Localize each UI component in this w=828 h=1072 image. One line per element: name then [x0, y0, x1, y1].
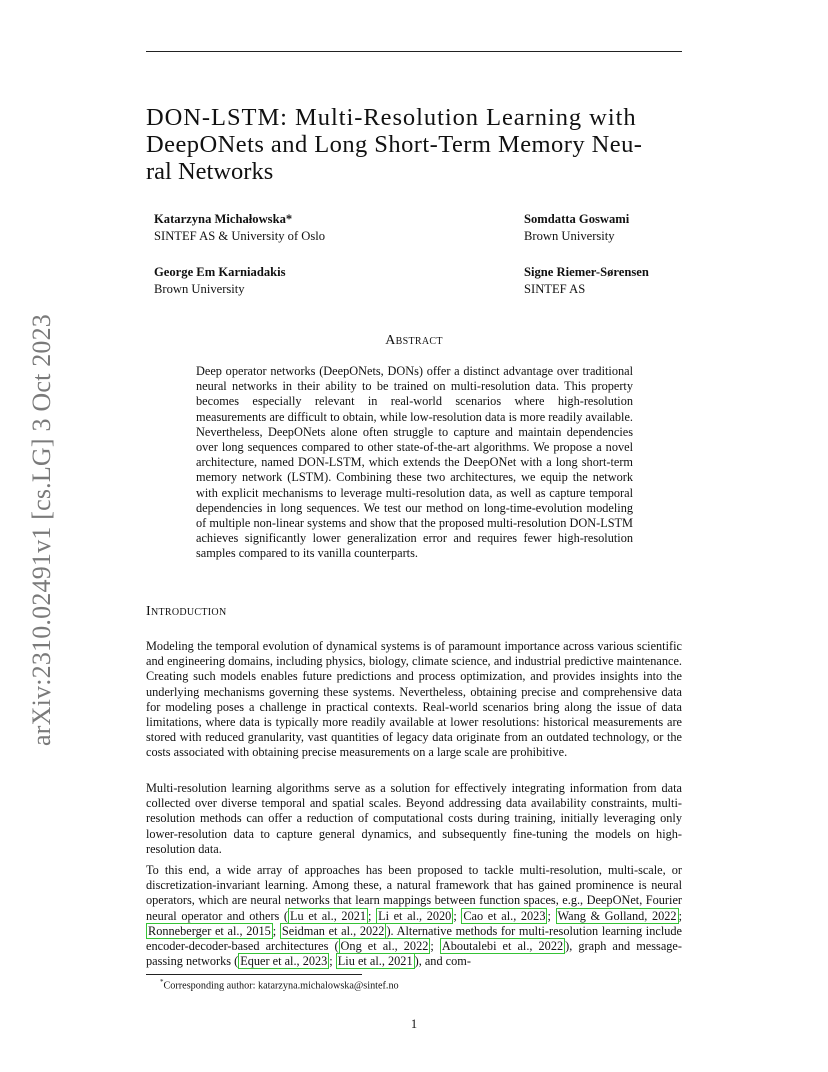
intro-paragraph-1: Modeling the temporal evolution of dynamical systems is of paramount importance across various scientific and engineering domains, including physics, biology, climate science, and industrial predictive maintenance. Creating such models enables future predictions and process optimization, and provides insights into the underlying mechanisms governing these systems. Nevertheless, obtaining precise and comprehensive data for modeling poses a challenge in practical contexts. Real-world scenarios bring along the issue of data limitations, where data is typically more readily available at lower resolutions: historical measurements are stored with reduced granularity, vast quantities of legacy data originate from an outdated technology, or the costs associated with obtaining precise measurements on a large scale are prohibitive.: [146, 639, 682, 760]
author-affiliation: SINTEF AS & University of Oslo: [154, 229, 326, 243]
paragraph-text: ), and com-: [414, 954, 471, 969]
arxiv-identifier[interactable]: arXiv:2310.02491v1 [cs.LG] 3 Oct 2023: [27, 314, 56, 746]
citation-separator: ;: [272, 923, 280, 938]
citation-link[interactable]: Equer et al., 2023: [240, 954, 328, 969]
abstract-text: Deep operator networks (DeepONets, DONs) offer a distinct advantage over traditional neural networks in their ability to be trained on multi-resolution data. This property becomes especially relevant in real-world scenarios where high-resolution measurements are difficult to obtain, while low-resolution data is more readily available. Nevertheless, DeepONets alone often struggle to capture and maintain dependencies over long sequences compared to other state-of-the-art algorithms. We propose a novel architecture, named DON-LSTM, which extends the DeepONet with a long short-term memory network (LSTM). Combining these two architectures, we equip the network with explicit mechanisms to leverage multi-resolution data, as well as capture temporal dependencies in long sequences. We test our method on long-time-evolution modeling of multiple non-linear systems and show that the proposed multi-resolution DON-LSTM achieves significantly lower generalization error and requires fewer high-resolution samples compared to its vanilla counterparts.: [196, 364, 633, 561]
citation-link[interactable]: Cao et al., 2023: [463, 908, 546, 923]
author-name: Somdatta Goswami: [524, 212, 630, 226]
paragraph-text: ). Alternative methods for multi-resolution learning include encoder-decoder-based architectures (: [146, 923, 683, 954]
citation-separator: ;: [430, 939, 440, 954]
title-line: DON-LSTM: Multi-Resolution Learning with: [146, 104, 637, 131]
citation-separator: ;: [678, 908, 682, 923]
abstract-heading: Abstract: [385, 333, 443, 348]
intro-paragraph-2: Multi-resolution learning algorithms serve as a solution for effectively integrating information from data collected over diverse temporal and spatial scales. Beyond addressing data availability constraints, multi-resolution methods can offer a reduction of computational costs during training, initially leveraging only lower-resolution data to capture general dynamics, and subsequently fine-tuning the models on high-resolution data.: [146, 781, 682, 856]
citation-link[interactable]: Ronneberger et al., 2015: [148, 923, 271, 938]
citation-link[interactable]: Ong et al., 2022: [340, 939, 429, 954]
author-name: Signe Riemer-Sørensen: [524, 265, 649, 279]
paper-title: [146, 104, 686, 185]
citation-separator: ;: [453, 908, 462, 923]
author-affiliation: Brown University: [154, 282, 245, 296]
citation-separator: ;: [368, 908, 377, 923]
title-line: DeepONets and Long Short-Term Memory Neu-: [146, 131, 643, 158]
citation-link[interactable]: Li et al., 2020: [378, 908, 452, 923]
paragraph-text: To this end, a wide array of approaches has been proposed to tackle multi-resolution, multi-scale, or discretization-invariant learning. Among these, a natural framework that has gained prominence is neural operators, which are neural networks that learn mappings between function spaces, e.g., DeepONet, Fourier neural operator and others (: [146, 863, 682, 923]
footnote-rule: [146, 974, 362, 975]
citation-link[interactable]: Lu et al., 2021: [290, 908, 367, 923]
author-affiliation: SINTEF AS: [524, 282, 586, 296]
citation-separator: ;: [329, 954, 336, 969]
citation-separator: ;: [547, 908, 556, 923]
page-number: 1: [410, 1017, 418, 1031]
footnote-text: Corresponding author: katarzyna.michalowska@sintef.no: [163, 980, 399, 992]
author-block: [524, 264, 649, 298]
footnote: [160, 978, 399, 991]
citation-link[interactable]: Aboutalebi et al., 2022: [441, 939, 564, 954]
section-heading-introduction: Introduction: [146, 604, 227, 619]
author-block: [154, 211, 325, 245]
paragraph-text: ), graph and message-passing networks (: [146, 939, 682, 969]
footnote-marker: *: [160, 978, 164, 986]
title-line: ral Networks: [146, 158, 274, 185]
author-name: George Em Karniadakis: [154, 265, 286, 279]
citation-link[interactable]: Wang & Golland, 2022: [557, 908, 677, 923]
intro-paragraph-3: [146, 863, 682, 969]
author-block: [154, 264, 286, 298]
author-block: [524, 211, 629, 245]
author-affiliation: Brown University: [524, 229, 615, 243]
citation-link[interactable]: Seidman et al., 2022: [281, 923, 385, 938]
top-rule: [146, 51, 682, 52]
citation-link[interactable]: Liu et al., 2021: [337, 954, 413, 969]
author-name: Katarzyna Michałowska*: [154, 212, 293, 226]
